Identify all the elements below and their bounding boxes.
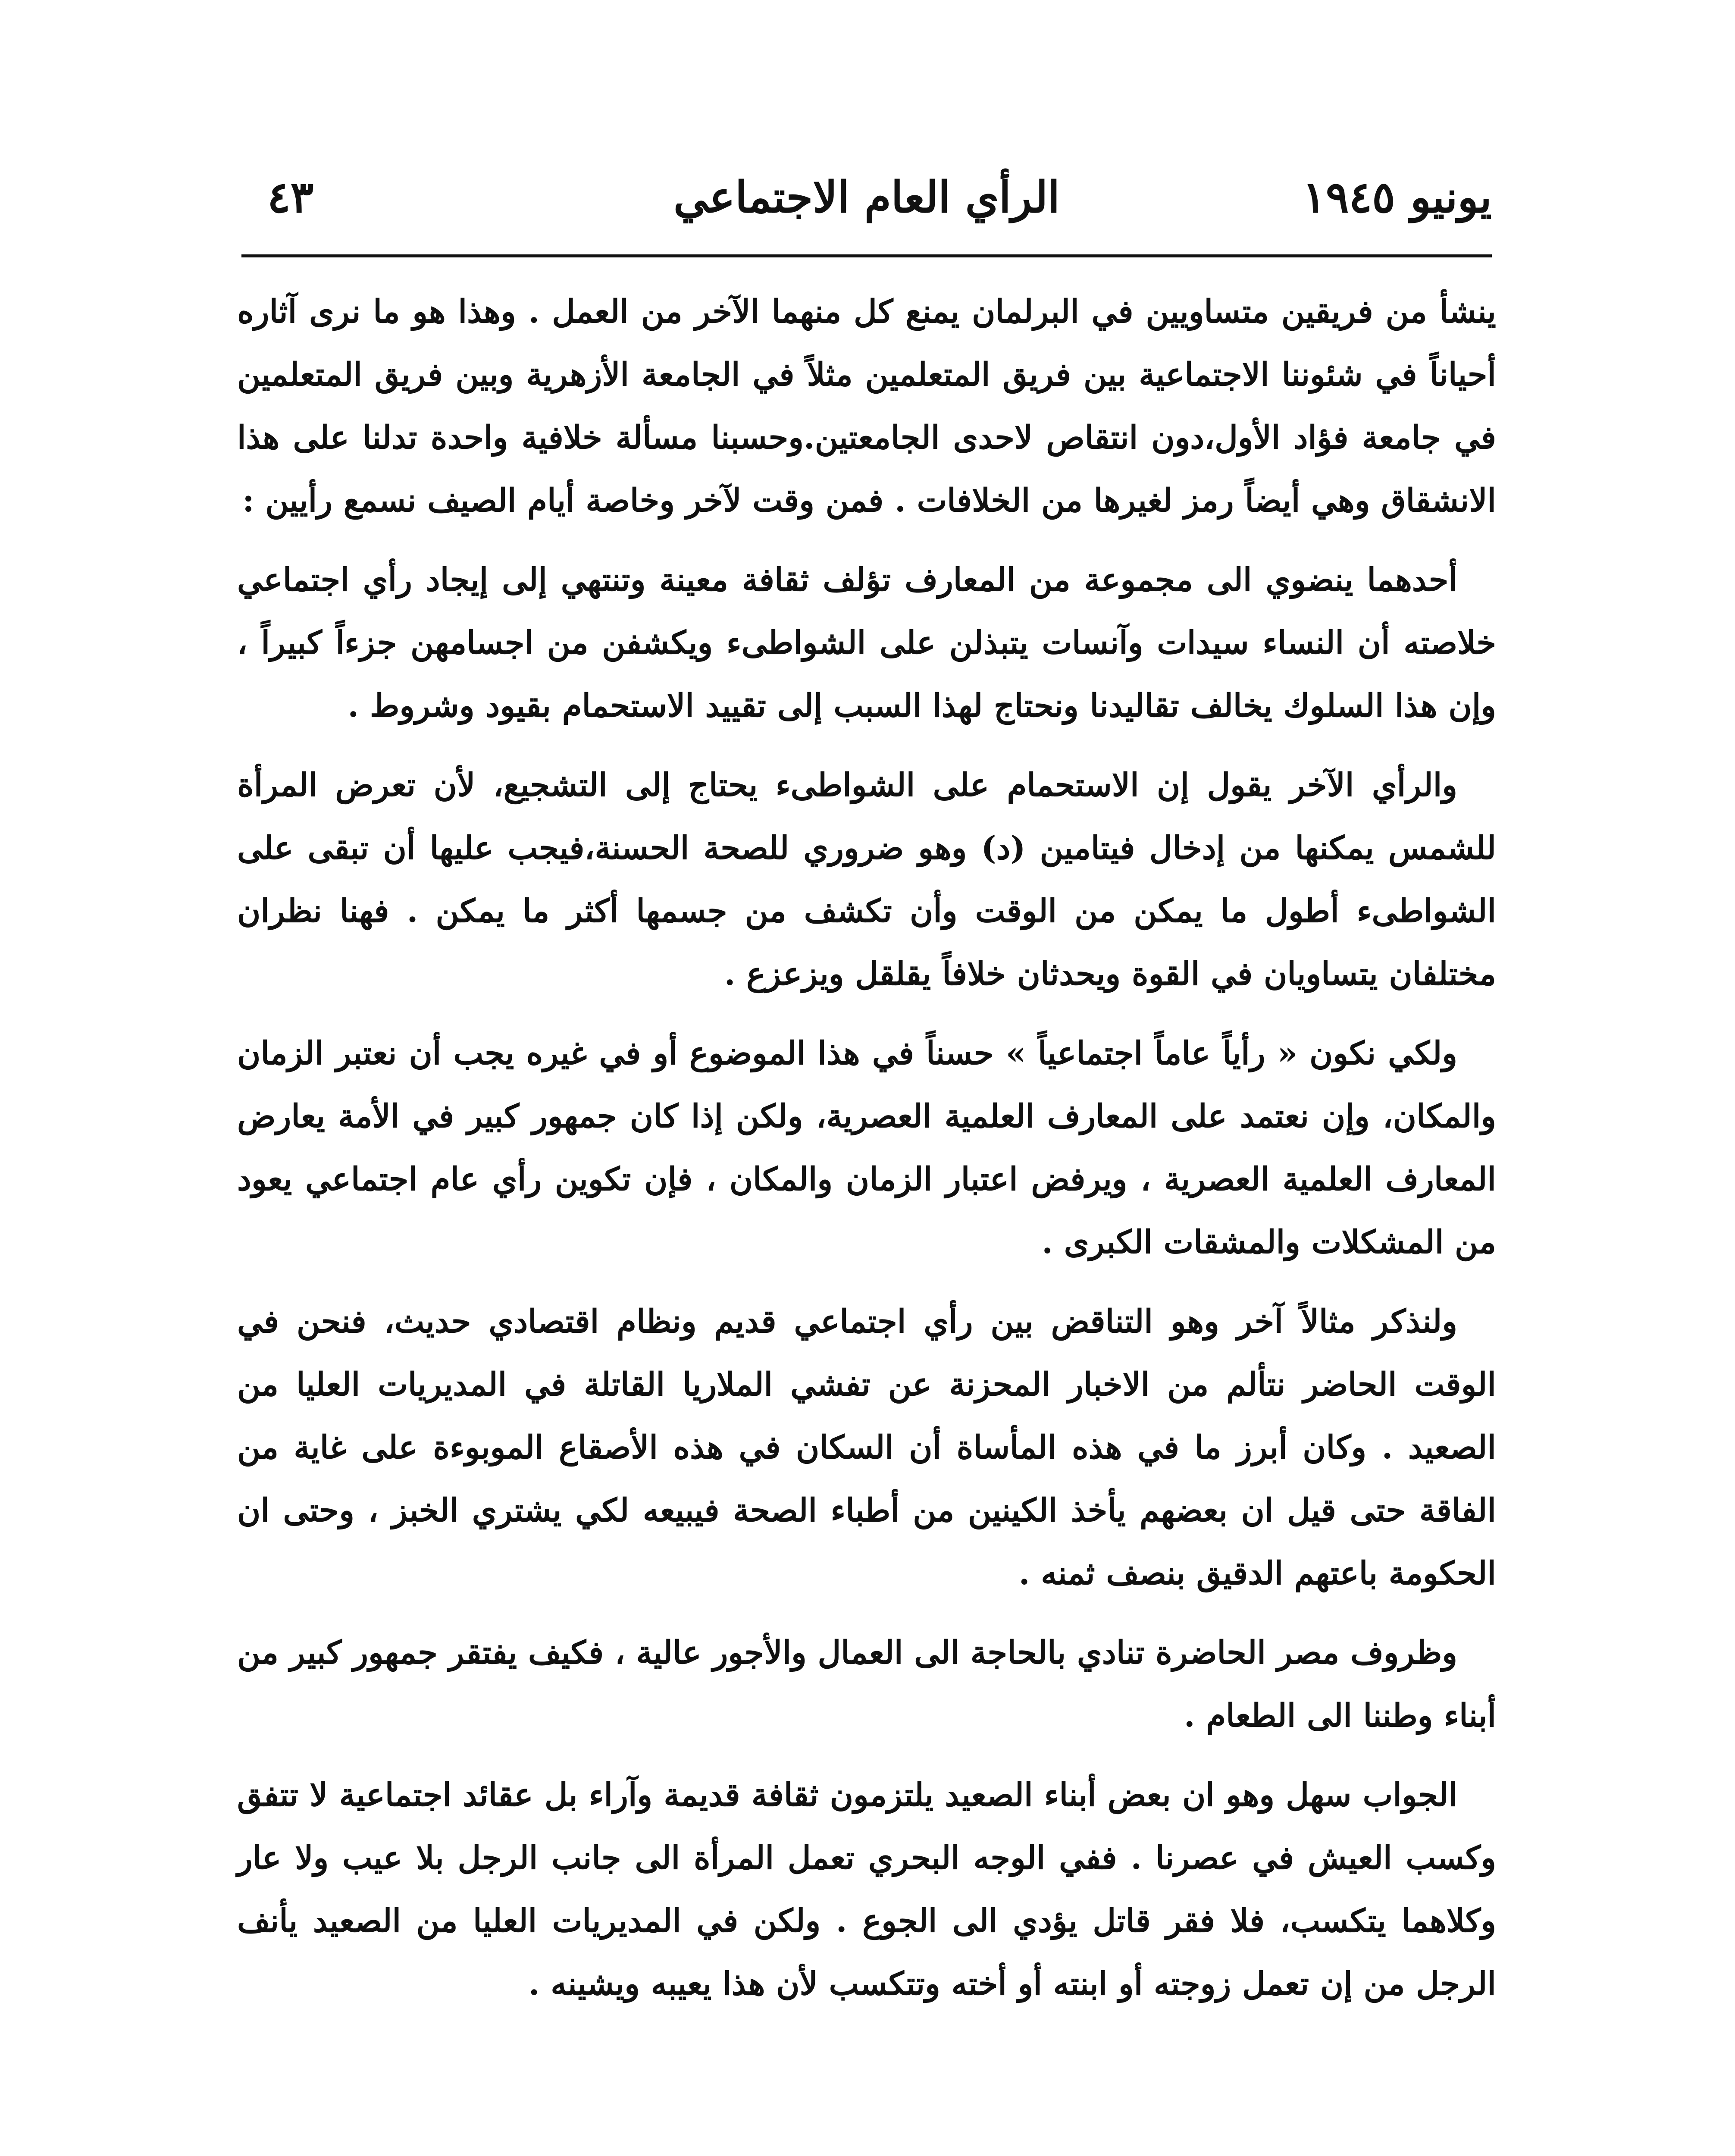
paragraph: أحدهما ينضوي الى مجموعة من المعارف تؤلف ثقافة معينة وتنتهي إلى إيجاد رأي اجتماعي خلاصته أن النساء سيدات وآنسات يتبذلن على الشواطىء ويكشفن من اجسامهن جزءاً كبيراً ، وإن هذا السلوك يخالف تقاليدنا ونحتاج لهذا السبب إلى تقييد الاستحمام بقيود وشروط . [237,561,1496,724]
paragraph: والرأي الآخر يقول إن الاستحمام على الشواطىء يحتاج إلى التشجيع، لأن تعرض المرأة للشمس يمكنها من إدخال فيتامين (د) وهو ضروري للصحة الحسنة،فيجب عليها أن تبقى على الشواطىء أطول ما يمكن من الوقت وأن تكشف من جسمها أكثر ما يمكن . فهنا نظران مختلفان يتساويان في القوة ويحدثان خلافاً يقلقل ويزعزع . [237,767,1496,993]
article-body [237,280,1496,2032]
paragraph: ينشأ من فريقين متساويين في البرلمان يمنع كل منهما الآخر من العمل . وهذا هو ما نرى آثاره أحياناً في شئوننا الاجتماعية بين فريق المتعلمين مثلاً في الجامعة الأزهرية وبين فريق المتعلمين في جامعة فؤاد الأول،دون انتقاص لاحدى الجامعتين.وحسبنا مسألة خلافية واحدة تدلنا على هذا الانشقاق وهي أيضاً رمز لغيرها من الخلافات . فمن وقت لآخر وخاصة أيام الصيف نسمع رأيين : [237,293,1496,519]
issue-date: يونيو ١٩٤٥ [1303,172,1492,222]
paragraph: الجواب سهل وهو ان بعض أبناء الصعيد يلتزمون ثقافة قديمة وآراء بل عقائد اجتماعية لا تتفق وكسب العيش في عصرنا . ففي الوجه البحري تعمل المرأة الى جانب الرجل بلا عيب ولا عار وكلاهما يتكسب، فلا فقر قاتل يؤدي الى الجوع . ولكن في المديريات العليا من الصعيد يأنف الرجل من إن تعمل زوجته أو ابنته أو أخته وتتكسب لأن هذا يعيبه ويشينه . [237,1777,1496,2002]
paragraph: ولنذكر مثالاً آخر وهو التناقض بين رأي اجتماعي قديم ونظام اقتصادي حديث، فنحن في الوقت الحاضر نتألم من الاخبار المحزنة عن تفشي الملاريا القاتلة في المديريات العليا من الصعيد . وكان أبرز ما في هذه المأساة أن السكان في هذه الأصقاع الموبوءة على غاية من الفاقة حتى قيل ان بعضهم يأخذ الكينين من أطباء الصحة فيبيعه لكي يشتري الخبز ، وحتى ان الحكومة باعتهم الدقيق بنصف ثمنه . [237,1303,1496,1592]
header-rule [241,254,1492,257]
paragraph: وظروف مصر الحاضرة تنادي بالحاجة الى العمال والأجور عالية ، فكيف يفتقر جمهور كبير من أبناء وطننا الى الطعام . [237,1634,1496,1734]
running-title: الرأي العام الاجتماعي [673,172,1060,222]
paragraph: ولكي نكون « رأياً عاماً اجتماعياً » حسناً في هذا الموضوع أو في غيره يجب أن نعتبر الزمان والمكان، وإن نعتمد على المعارف العلمية العصرية، ولكن إذا كان جمهور كبير في الأمة يعارض المعارف العلمية العصرية ، ويرفض اعتبار الزمان والمكان ، فإن تكوين رأي عام اجتماعي يعود من المشكلات والمشقات الكبرى . [237,1035,1496,1261]
page-header [241,160,1492,234]
page-number: ٤٣ [267,172,314,222]
